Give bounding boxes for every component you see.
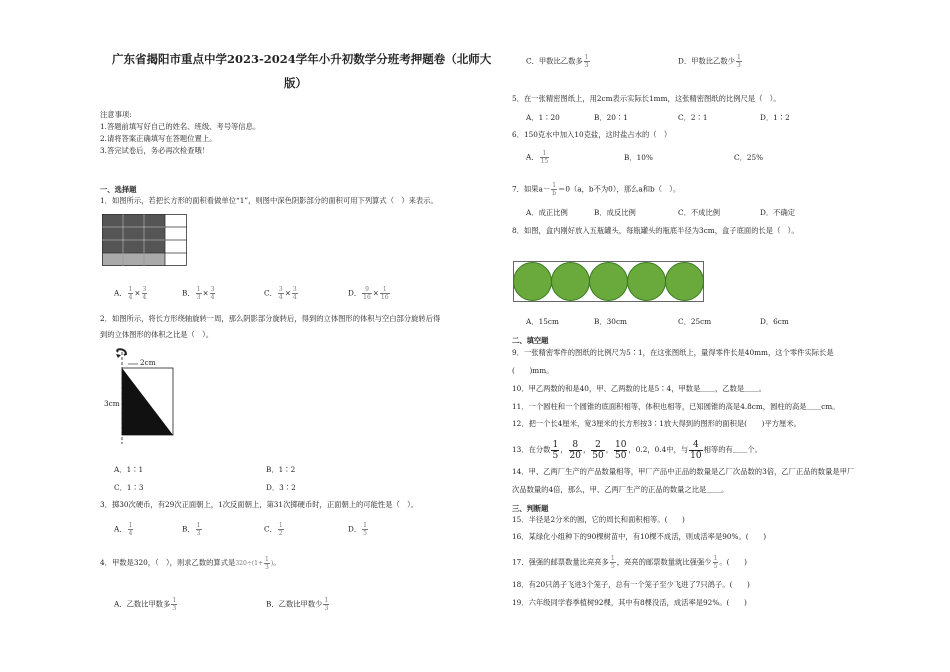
q4-expression: 320÷(1+ $\frac{1}{3}$ ) — [235, 556, 274, 571]
note-2: 2.请将答案正确填写在答题位置上。 — [100, 134, 217, 143]
q4-option-d[interactable]: D．甲数比乙数少 $\frac{1}{3}$ — [678, 54, 741, 69]
q3-option-a[interactable]: A． $\frac{1}{4}$ — [114, 522, 133, 537]
section-judge-heading: 三、判断题 — [512, 504, 549, 513]
question-7: 7．如果a－ $\frac{1}{b}$ ＝0（a，b不为0），那么a和b（ ）。 — [512, 182, 681, 197]
note-1: 1.答题前填写好自己的姓名、班级、考号等信息。 — [100, 122, 261, 131]
q6-option-b[interactable]: B．10% — [624, 153, 653, 162]
question-3: 3．掷30次硬币，有29次正面朝上，1次反面朝上，第31次掷硬币时，正面朝上的可能性是（ ）。 — [100, 500, 419, 509]
q1-grid-figure — [102, 214, 188, 266]
q8-can-box-figure — [513, 261, 705, 303]
exam-title-line1: 广东省揭阳市重点中学2023-2024学年小升初数学分班考押题卷（北师大 — [112, 52, 492, 66]
option-label: A． — [114, 288, 127, 298]
q2-option-d[interactable]: D．3∶2 — [266, 483, 296, 492]
q5-option-c[interactable]: C．2∶1 — [678, 113, 708, 122]
q1-option-d[interactable]: D． $\frac{9}{16}$ × $\frac{1}{16}$ — [348, 286, 389, 301]
question-2-line2: 到的立体图形的体积之比是（ ）。 — [100, 330, 214, 339]
q1-option-a[interactable]: A． $\frac{1}{4}$ × $\frac{3}{4}$ — [114, 286, 147, 301]
question-14-line1: 14．甲、乙两厂生产的产品数量相等，甲厂产品中正品的数量是乙厂次品数的3倍，乙厂正品的数量是甲厂 — [512, 467, 855, 476]
question-6: 6．150克水中加入10克盐，这时盐占水的（ ） — [512, 130, 672, 139]
question-4: 4．甲数是320，（ ），则求乙数的算式是320÷(1+ $\frac{1}{3}$ )。 — [100, 556, 281, 571]
question-14-line2: 次品数量的4倍，那么，甲、乙两厂生产的正品的数量之比是＿＿。 — [512, 485, 729, 494]
q1-option-c[interactable]: C． $\frac{3}{4}$ × $\frac{3}{4}$ — [264, 286, 297, 301]
q2-width-label: 2cm — [140, 358, 156, 367]
q1-option-b[interactable]: B． $\frac{1}{3}$ × $\frac{3}{4}$ — [182, 286, 215, 301]
question-11: 11．一个圆柱和一个圆锥的底面积相等，体积也相等，已知圆锥的高是4.8cm，圆柱的高是＿＿cm。 — [512, 402, 840, 411]
note-3: 3.答完试卷后，务必再次检查哦！ — [100, 146, 210, 155]
q6-option-c[interactable]: C．25% — [734, 153, 764, 162]
q8-can-2 — [552, 263, 590, 301]
q5-option-b[interactable]: B．20∶1 — [594, 113, 628, 122]
q7-option-d[interactable]: D．不确定 — [760, 208, 796, 217]
q3-option-c[interactable]: C． $\frac{1}{2}$ — [264, 522, 283, 537]
q5-option-a[interactable]: A．1∶20 — [526, 113, 560, 122]
question-10: 10．甲乙两数的和是40，甲、乙两数的比是5∶4，甲数是＿＿，乙数是＿＿。 — [512, 384, 767, 393]
q8-option-d[interactable]: D．6cm — [760, 317, 789, 326]
question-15: 15．半径是2分米的圆，它的周长和面积相等。( ) — [512, 515, 685, 524]
rotation-arrowhead-icon — [116, 354, 121, 358]
q8-can-4 — [628, 263, 666, 301]
question-17: 17．强强的邮票数量比亮亮多 $\frac{1}{5}$ ，亮亮的邮票数量就比强强少 $\frac{1}{5}$ 。( ) — [512, 555, 747, 570]
q8-option-b[interactable]: B．30cm — [594, 317, 627, 326]
question-18: 18．有20只鸽子飞进3个笼子，总有一个笼子至少飞进了7只鸽子。( ) — [512, 580, 750, 589]
exam-title-line2: 版） — [284, 76, 307, 90]
fraction: $\frac{1}{4}$ — [128, 286, 133, 301]
q8-option-a[interactable]: A．15cm — [526, 317, 559, 326]
q3-option-b[interactable]: B． $\frac{1}{3}$ — [182, 522, 201, 537]
notes-header: 注意事项: — [100, 110, 132, 119]
q2-option-c[interactable]: C．1∶3 — [114, 483, 144, 492]
section-choice-heading: 一、选择题 — [100, 185, 137, 194]
q8-can-1 — [514, 263, 552, 301]
question-5: 5．在一张精密图纸上，用2cm表示实际长1mm，这张精密图纸的比例尺是（ ）。 — [512, 94, 781, 103]
q8-option-c[interactable]: C．25cm — [678, 317, 712, 326]
q7-option-a[interactable]: A．成正比例 — [526, 208, 568, 217]
rotation-arrow-icon — [117, 349, 126, 355]
question-9-line2: ( )mm。 — [512, 366, 554, 375]
question-16: 16．某绿化小组种下的90棵树苗中，有10棵不成活，则成活率是90%。( ) — [512, 532, 767, 541]
q4-option-b[interactable]: B．乙数比甲数少 $\frac{1}{3}$ — [266, 597, 329, 612]
q2-option-b[interactable]: B．1∶2 — [266, 465, 296, 474]
question-12: 12．把一个长4厘米，宽3厘米的长方形按3∶1放大得到的图形的面积是( )平方厘米。 — [512, 419, 801, 428]
section-fill-heading: 二、填空题 — [512, 336, 549, 345]
q3-option-d[interactable]: D． $\frac{1}{5}$ — [348, 522, 367, 537]
q7-option-b[interactable]: B．成反比例 — [594, 208, 636, 217]
q2-height-label: 3cm — [104, 399, 120, 408]
question-19: 19．六年级同学春季植树92棵，其中有8棵没活，成活率是92%。( ) — [512, 598, 747, 607]
question-13: 13．在分数 $\frac{1}{5}$ ， $\frac{8}{20}$ ， $\frac{2}{50}$ ， $\frac{10}{50}$ ，0.2，0.4中，与 $\frac{4}{10}$ 相等的有＿＿个。 — [512, 439, 762, 461]
q4-option-c[interactable]: C．甲数比乙数多 $\frac{1}{3}$ — [526, 54, 589, 69]
q6-option-a[interactable]: A． $\frac{1}{15}$ — [526, 150, 549, 165]
fraction: $\frac{3}{4}$ — [142, 286, 147, 301]
question-1: 1．如图所示，若把长方形的面积看做单位“1”，则图中深色阴影部分的面积可用下列算式（ ）来表示。 — [100, 196, 438, 205]
q5-option-d[interactable]: D．1∶2 — [760, 113, 790, 122]
question-2-line1: 2．如图所示，将长方形绕轴旋转一周，那么阴影部分旋转后，得到的立体图形的体积与空白部分旋转后得 — [100, 314, 441, 323]
q1-grid-dark-cells — [102, 214, 165, 253]
q4-option-a[interactable]: A．乙数比甲数多 $\frac{1}{3}$ — [114, 597, 177, 612]
question-9-line1: 9．一张精密零件的图纸的比例尺为5∶1，在这张图纸上，量得零件长是40mm，这个零件实际长是 — [512, 348, 834, 357]
question-8: 8．如图，盒内刚好放入五瓶罐头，每瓶罐头的瓶底半径为3cm，盒子底面的长是（ ）。 — [512, 226, 799, 235]
q7-option-c[interactable]: C．不成比例 — [678, 208, 721, 217]
q2-option-a[interactable]: A．1∶1 — [114, 465, 144, 474]
q8-can-5 — [666, 263, 704, 301]
q8-can-3 — [590, 263, 628, 301]
q1-grid-light-cells — [102, 253, 165, 266]
